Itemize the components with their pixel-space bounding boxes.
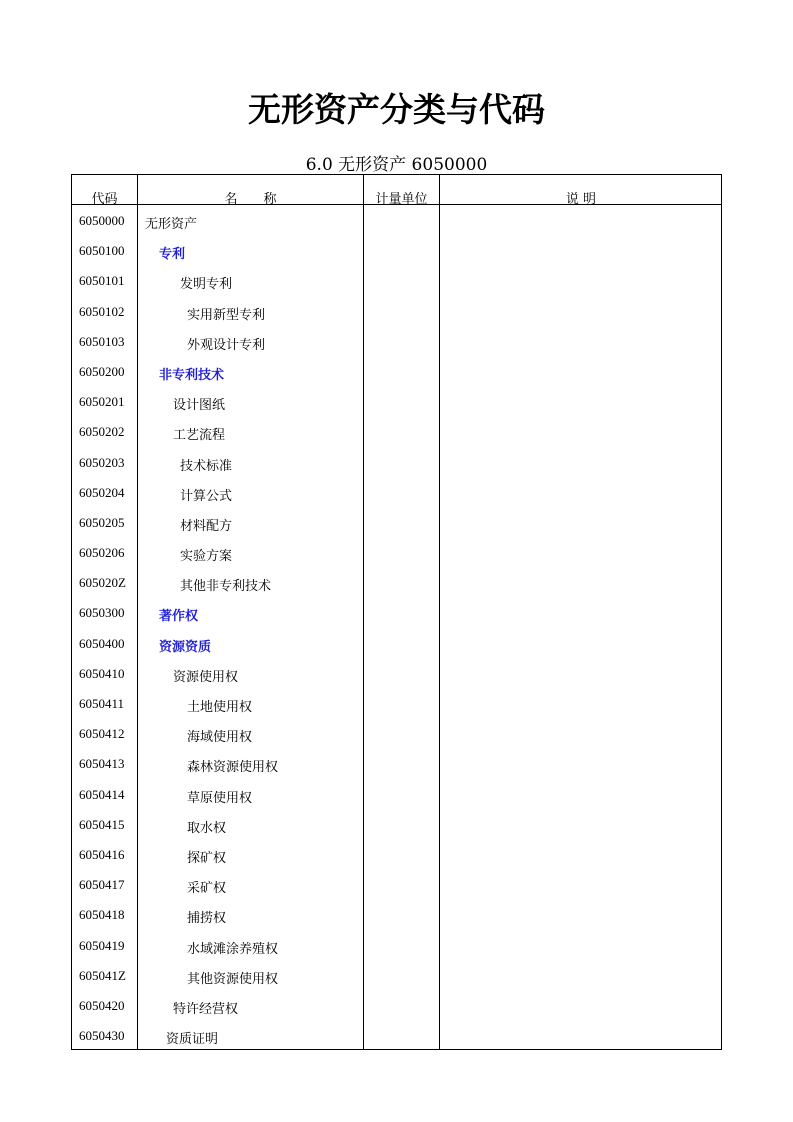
row-code: 6050102 — [79, 303, 125, 319]
row-name: 草原使用权 — [187, 790, 253, 806]
row-name: 非专利技术 — [159, 367, 225, 383]
table-row — [72, 362, 721, 392]
table-row — [72, 634, 721, 664]
table-row — [72, 664, 721, 694]
table-row — [72, 996, 721, 1026]
header-code: 代码 — [91, 192, 118, 207]
row-name: 专利 — [159, 247, 186, 263]
row-code: 6050417 — [79, 877, 125, 893]
row-name: 森林资源使用权 — [187, 760, 279, 776]
row-code: 605020Z — [79, 575, 126, 591]
row-code: 6050200 — [79, 363, 125, 379]
table-row — [72, 694, 721, 724]
table-row — [72, 785, 721, 815]
row-code: 6050204 — [79, 484, 125, 500]
row-code: 6050203 — [79, 454, 125, 470]
row-name: 海域使用权 — [187, 730, 253, 746]
row-name: 水域滩涂养殖权 — [187, 941, 279, 957]
section-subtitle: 6.0 无形资产 6050000 — [305, 155, 488, 175]
row-name: 外观设计专利 — [187, 337, 266, 353]
table-row — [72, 271, 721, 301]
row-code: 6050101 — [79, 273, 125, 289]
row-name: 资源使用权 — [173, 669, 239, 685]
row-name: 取水权 — [187, 820, 227, 836]
row-name: 著作权 — [159, 609, 199, 625]
row-code: 6050420 — [79, 997, 125, 1013]
row-code: 6050415 — [79, 816, 125, 832]
table-row — [72, 966, 721, 996]
row-code: 6050416 — [79, 846, 125, 862]
row-name: 特许经营权 — [173, 1001, 239, 1017]
table-row — [72, 875, 721, 905]
row-code: 6050430 — [79, 1028, 125, 1044]
header-unit: 计量单位 — [375, 192, 428, 207]
table-row — [72, 543, 721, 573]
table-body — [72, 211, 721, 1056]
table-row — [72, 815, 721, 845]
row-code: 6050414 — [79, 786, 125, 802]
row-name: 其他资源使用权 — [187, 971, 279, 987]
table-row — [72, 1026, 721, 1056]
table-row — [72, 724, 721, 754]
row-name: 实验方案 — [180, 549, 233, 565]
row-name: 设计图纸 — [173, 398, 226, 414]
table-row — [72, 392, 721, 422]
row-name: 捕捞权 — [187, 911, 227, 927]
table-row — [72, 483, 721, 513]
row-name: 材料配方 — [180, 518, 233, 534]
table-row — [72, 453, 721, 483]
table-row — [72, 845, 721, 875]
table-row — [72, 603, 721, 633]
row-code: 6050205 — [79, 514, 125, 530]
table-row — [72, 905, 721, 935]
row-code: 6050206 — [79, 545, 125, 561]
row-code: 6050411 — [79, 696, 125, 711]
table-row — [72, 241, 721, 271]
row-name: 资质证明 — [166, 1032, 219, 1048]
row-code: 6050419 — [79, 937, 125, 953]
row-name: 其他非专利技术 — [180, 579, 272, 595]
row-code: 6050418 — [79, 907, 125, 923]
row-code: 605041Z — [79, 967, 126, 983]
row-name: 探矿权 — [187, 850, 227, 866]
row-name: 资源资质 — [159, 639, 212, 655]
table-row — [72, 211, 721, 241]
row-name: 实用新型专利 — [187, 307, 266, 323]
row-name: 技术标准 — [180, 458, 233, 474]
document-title: 无形资产分类与代码 — [248, 90, 545, 129]
row-code: 6050400 — [79, 635, 125, 651]
row-code: 6050412 — [79, 726, 125, 742]
row-code: 6050103 — [79, 333, 125, 349]
table-row — [72, 754, 721, 784]
row-name: 发明专利 — [180, 277, 233, 293]
row-name: 工艺流程 — [173, 428, 226, 444]
row-code: 6050201 — [79, 394, 125, 410]
header-note: 说 明 — [565, 192, 597, 207]
row-code: 6050410 — [79, 665, 125, 681]
row-code: 6050000 — [79, 213, 125, 228]
header-name: 名 称 — [224, 192, 277, 207]
table-row — [72, 332, 721, 362]
row-name: 采矿权 — [187, 881, 227, 897]
table-row — [72, 302, 721, 332]
row-code: 6050202 — [79, 424, 125, 440]
row-name: 计算公式 — [180, 488, 233, 504]
table-row — [72, 936, 721, 966]
row-name: 土地使用权 — [187, 700, 253, 715]
row-code: 6050413 — [79, 756, 125, 772]
row-name: 无形资产 — [145, 217, 198, 232]
table-row — [72, 573, 721, 603]
row-code: 6050100 — [79, 243, 125, 259]
table-row — [72, 422, 721, 452]
classification-table — [71, 174, 722, 1050]
table-row — [72, 513, 721, 543]
row-code: 6050300 — [79, 605, 125, 621]
